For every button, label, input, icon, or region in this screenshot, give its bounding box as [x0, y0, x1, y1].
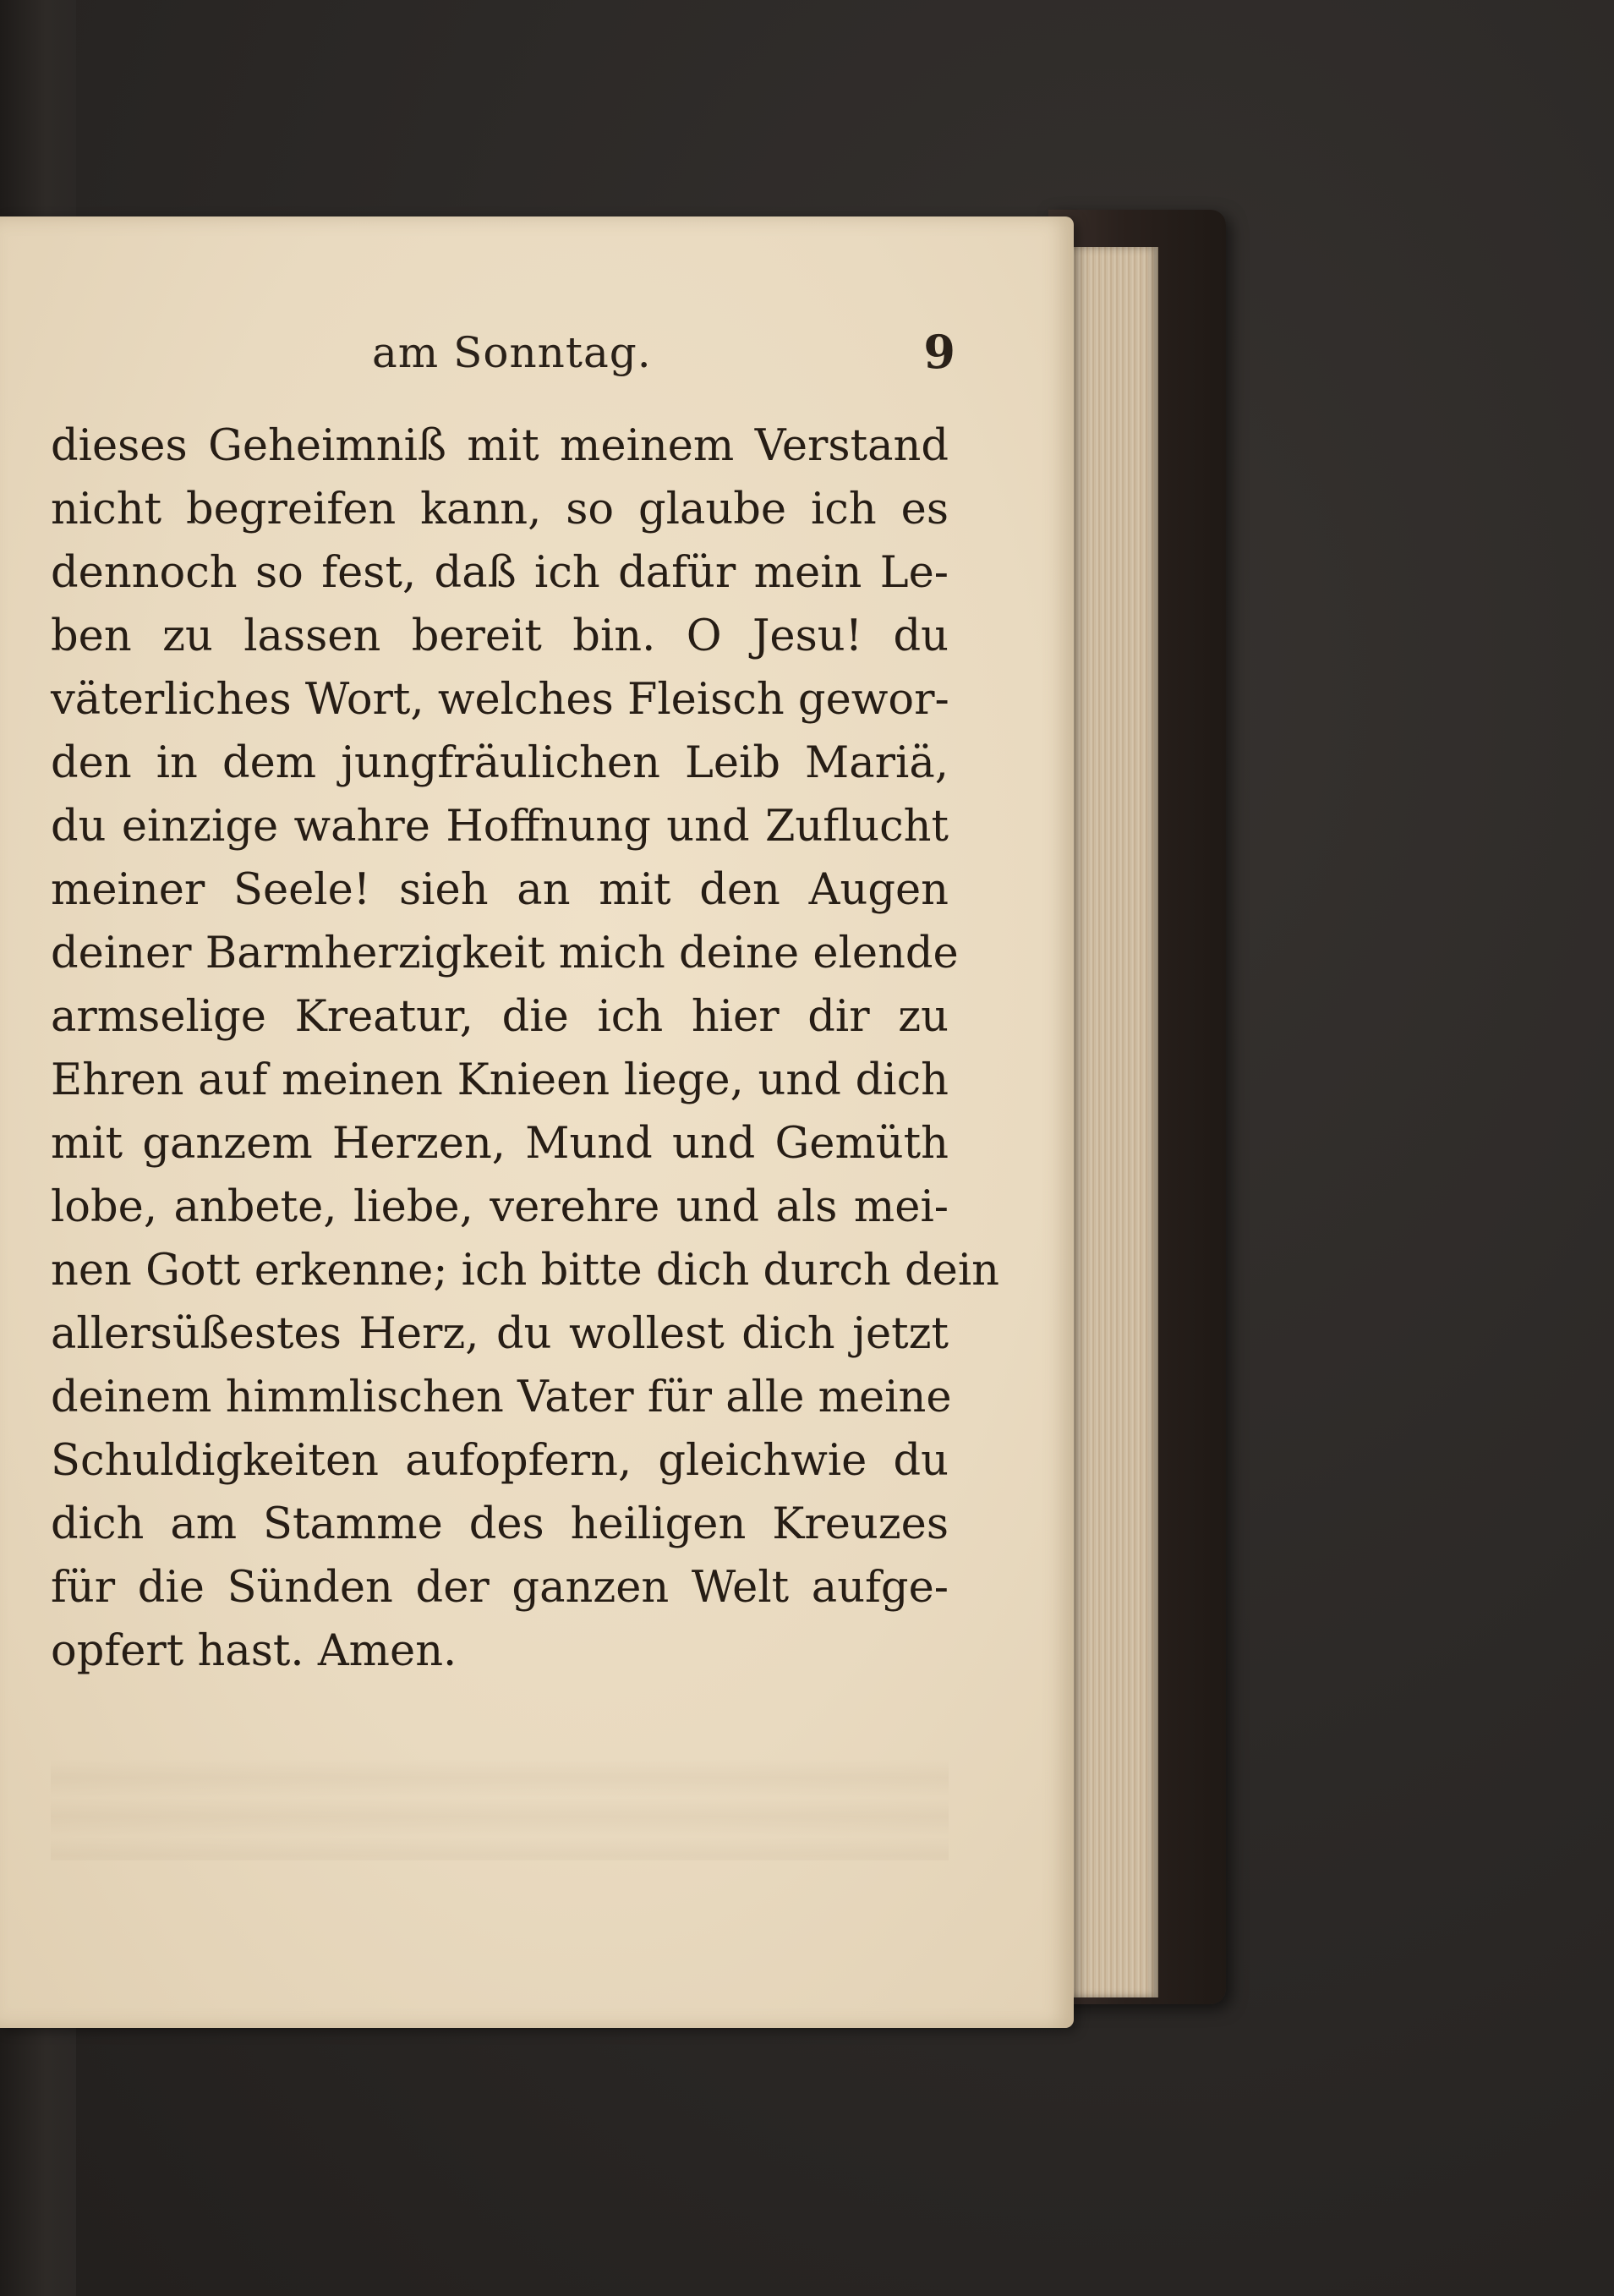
text-line: väterliches Wort, welches Fleisch gewor- [51, 675, 949, 725]
text-line: meiner Seele! sieh an mit den Augen [51, 865, 949, 915]
text-line: den in dem jungfräulichen Leib Mariä, [51, 738, 949, 788]
show-through-text [51, 1759, 949, 1860]
text-line: deiner Barmherzigkeit mich deine elende [51, 929, 959, 978]
running-header [364, 325, 955, 387]
text-line: du einzige wahre Hoffnung und Zuflucht [51, 802, 949, 852]
page-body [51, 414, 999, 1683]
text-line: deinem himmlischen Vater für alle meine [51, 1373, 952, 1422]
text-line: Schuldigkeiten aufopfern, gleichwie du [51, 1436, 949, 1486]
page-number: 9 [923, 325, 955, 379]
text-line: dennoch so fest, daß ich dafür mein Le- [51, 548, 949, 598]
text-line: dieses Geheimniß mit meinem Verstand [51, 421, 949, 471]
text-line: allersüßestes Herz, du wollest dich jetzt [51, 1309, 949, 1359]
text-line: mit ganzem Herzen, Mund und Gemüth [51, 1119, 949, 1169]
text-line: armselige Kreatur, die ich hier dir zu [51, 992, 949, 1042]
text-line: für die Sünden der ganzen Welt aufge- [51, 1563, 949, 1613]
text-line-last: opfert hast. Amen. [51, 1626, 457, 1676]
text-line: ben zu lassen bereit bin. O Jesu! du [51, 611, 949, 661]
text-line: nicht begreifen kann, so glaube ich es [51, 485, 949, 534]
text-line: Ehren auf meinen Knieen liege, und dich [51, 1055, 949, 1105]
text-line: lobe, anbete, liebe, verehre und als mei- [51, 1182, 949, 1232]
text-line: nen Gott erkenne; ich bitte dich durch dein [51, 1246, 999, 1296]
text-line: dich am Stamme des heiligen Kreuzes [51, 1499, 949, 1549]
running-head-title: am Sonntag. [372, 328, 652, 377]
